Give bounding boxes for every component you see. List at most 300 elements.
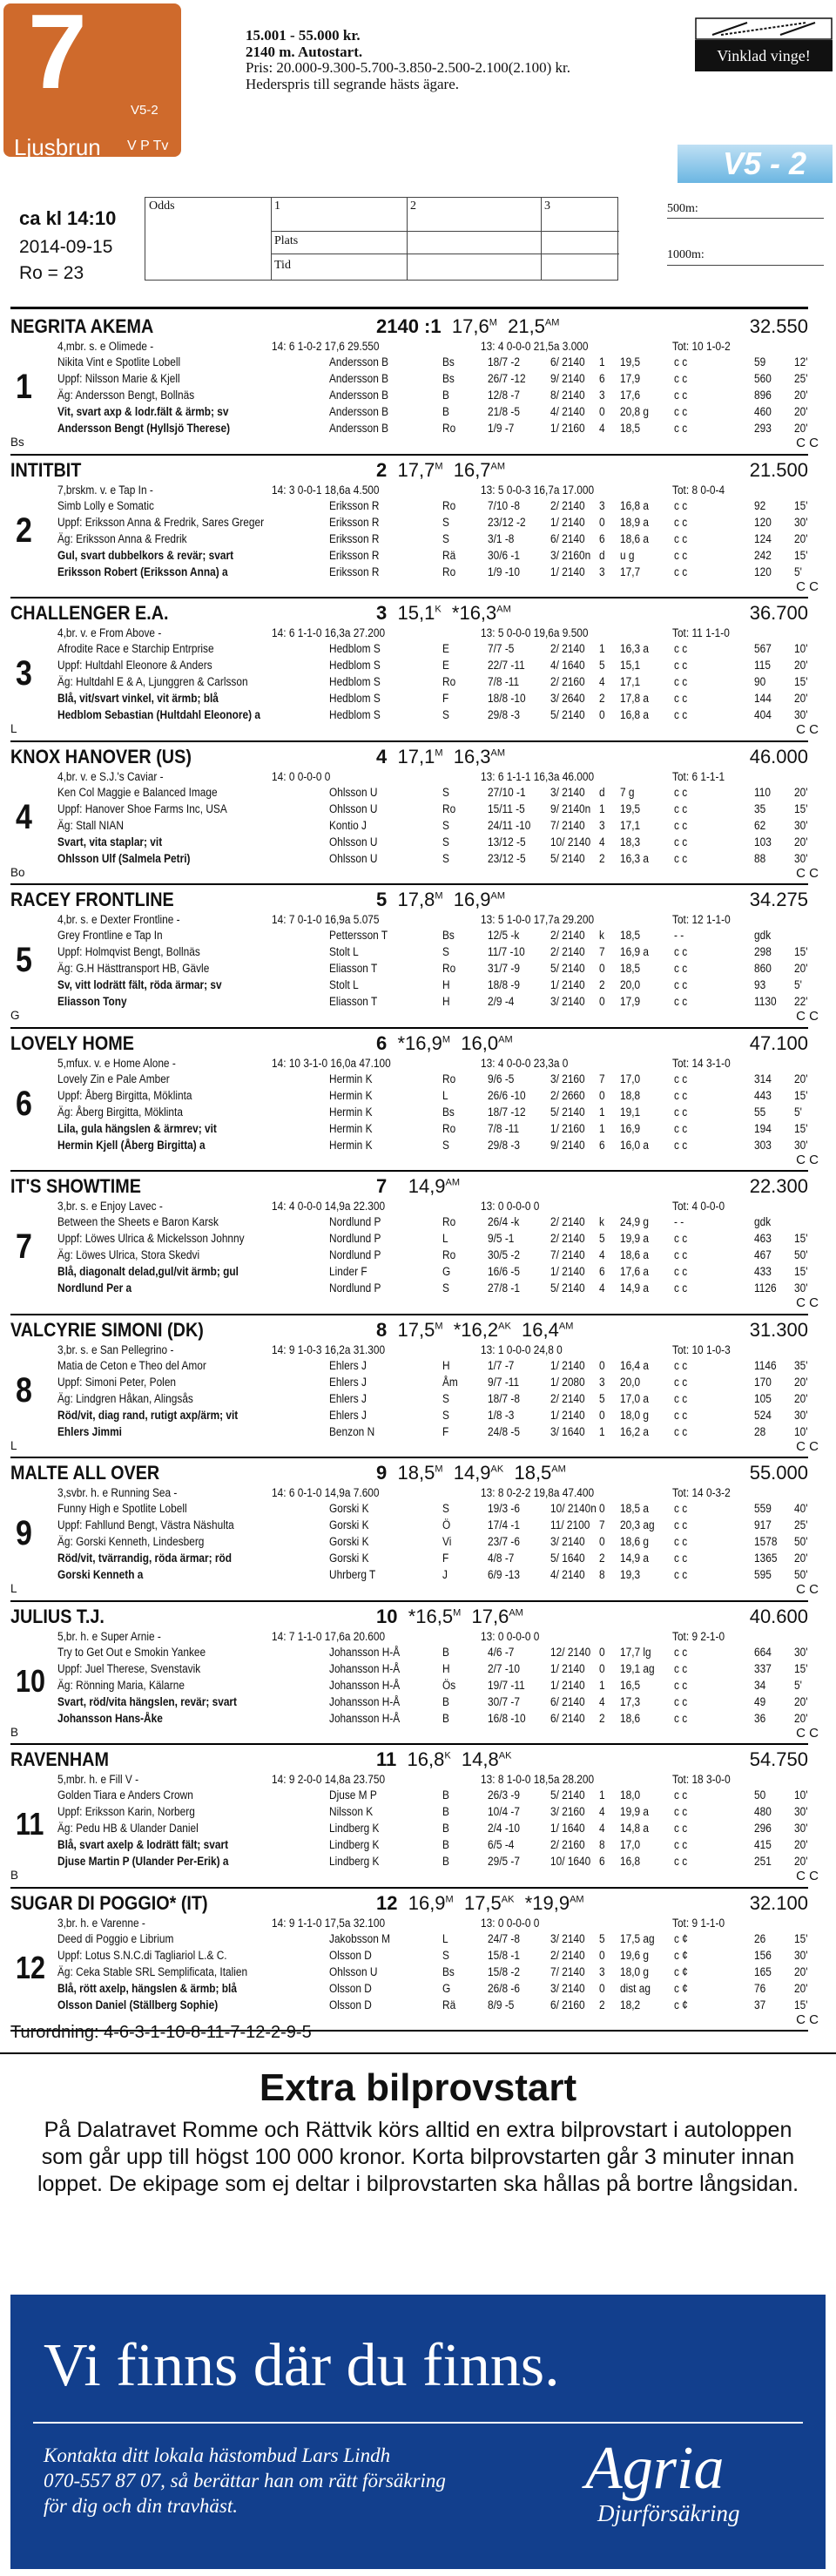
ad-text [44, 2443, 446, 2519]
result-cell: Gorski K [329, 1552, 369, 1565]
result-cell: Ohlsson U [329, 801, 378, 815]
record-sup: AK [490, 1464, 504, 1475]
result-cell: 1365 [754, 1552, 778, 1565]
result-cell: Eliasson Tony [57, 995, 127, 1008]
result-cell: 20' [794, 835, 808, 849]
result-cell: 30' [794, 1805, 808, 1818]
result-cell: 5 [599, 1391, 605, 1405]
result-cell: c c [674, 548, 688, 562]
result-cell: 165 [754, 1964, 772, 1978]
result-cell: Rä [442, 1998, 456, 2011]
result-cell: 3/ 2140 [550, 785, 585, 799]
result-cell: L [442, 1931, 448, 1945]
extra-record: 18,5 [514, 1462, 552, 1484]
result-cell: c c [674, 531, 688, 545]
result-cell: c c [674, 962, 688, 975]
result-cell: c c [674, 692, 688, 705]
result-cell: 251 [754, 1855, 772, 1868]
result-cell: 18,9 a [620, 515, 650, 529]
distance-start: 2140 m. Autostart. [246, 43, 363, 60]
total-stats: Tot: 8 0-0-4 [672, 483, 725, 497]
result-cell: H [442, 978, 450, 991]
result-cell: Vi [442, 1535, 452, 1548]
result-cell: Eriksson R [329, 531, 380, 545]
result-cell: dist ag [620, 1981, 651, 1995]
side-tag: Bs [10, 436, 24, 449]
horse-name: RAVENHAM [10, 1748, 109, 1770]
agria-ad [10, 2295, 826, 2569]
result-cell: 6/ 2140 [550, 1694, 585, 1708]
horse-divider [10, 1887, 808, 1889]
result-cell: Ro [442, 962, 456, 975]
honor-prize: Hederspris till segrande hästs ägare. [246, 75, 459, 92]
result-cell: 18,5 [620, 929, 641, 942]
total-stats: Tot: 10 1-0-3 [672, 1342, 731, 1356]
result-cell: S [442, 945, 449, 958]
result-cell: 337 [754, 1661, 772, 1675]
result-cell: 14,9 a [620, 1552, 650, 1565]
race-number: 7 [28, 0, 87, 111]
result-cell: 50' [794, 1568, 808, 1581]
result-cell: 18/8 -9 [488, 978, 520, 991]
horse-name: LOVELY HOME [10, 1031, 134, 1054]
result-cell: 120 [754, 515, 772, 529]
horse-info: 5,br. h. e Super Arnie - [57, 1629, 161, 1643]
result-cell: 2/ 2140 [550, 1232, 585, 1245]
result-cell: 4/ 2140 [550, 1568, 585, 1581]
extra-sup: AM [570, 1894, 584, 1905]
result-cell: 7/10 -8 [488, 498, 520, 512]
result-cell: 2/7 -10 [488, 1661, 520, 1675]
result-cell: Golden Tiara e Anders Crown [57, 1788, 193, 1802]
odds-sup: M [489, 317, 497, 328]
total-stats: Tot: 14 0-3-2 [672, 1486, 731, 1499]
cc-tag: C C [796, 578, 819, 594]
horse-odds-line [376, 315, 559, 338]
result-cell: 18,8 [620, 1088, 641, 1102]
result-cell: c c [674, 372, 688, 385]
record-sup: AM [490, 747, 506, 759]
result-cell: 2/ 2140 [550, 642, 585, 655]
horse-info: 4,br. v. e From Above - [57, 626, 162, 639]
result-cell: 13/12 -5 [488, 835, 526, 849]
record-time: 17,6 [471, 1605, 509, 1627]
cc-tag: C C [796, 1152, 819, 1167]
result-cell: Hermin K [329, 1072, 373, 1085]
side-tag: Bo [10, 865, 25, 879]
cc-tag: C C [796, 1009, 819, 1024]
result-cell: 1/ 2140 [550, 1265, 585, 1278]
result-cell: 1/ 2140 [550, 1358, 585, 1372]
result-cell: Hermin K [329, 1088, 373, 1102]
result-cell: Gorski K [329, 1535, 369, 1548]
record-time: 16,3 [453, 745, 491, 767]
record-time: 16,9 [453, 889, 491, 910]
horse-info: 5,mfux. v. e Home Alone - [57, 1056, 176, 1070]
odds-time: *16,9 [397, 1031, 442, 1054]
year-stats-13: 13: 5 1-0-0 17,7a 29.200 [481, 913, 595, 926]
odds-box [145, 197, 618, 281]
year-stats-14: 14: 9 1-0-3 16,2a 31.300 [272, 1342, 386, 1356]
result-cell: Uppf: Eriksson Karin, Norberg [57, 1805, 195, 1818]
horse-odds-line [376, 1175, 460, 1198]
result-cell: Eliasson T [329, 995, 378, 1008]
result-cell: 17,6 [620, 389, 641, 402]
result-cell: 115 [754, 659, 771, 672]
result-cell: c c [674, 1248, 688, 1261]
odds-time: 18,5 [397, 1462, 435, 1484]
year-stats-13: 13: 0 0-0-0 0 [481, 1629, 540, 1643]
result-cell: 524 [754, 1408, 772, 1422]
horse-info: 4,mbr. s. e Olimede - [57, 340, 154, 353]
result-cell: 463 [754, 1232, 772, 1245]
odds-sup: M [435, 890, 443, 902]
result-cell: 20' [794, 1694, 808, 1708]
result-cell: 15' [794, 675, 808, 688]
start-number: 5 [16, 941, 32, 979]
result-cell: 0 [599, 1645, 605, 1659]
result-cell: 404 [754, 708, 772, 721]
result-cell: Andersson B [329, 355, 389, 368]
result-cell: B [442, 1788, 449, 1802]
year-stats-13: 13: 5 0-0-3 16,7a 17.000 [481, 483, 595, 497]
result-cell: Hermin Kjell (Åberg Birgitta) a [57, 1138, 206, 1152]
result-cell: c c [674, 835, 688, 849]
odds-time: 17,6 [451, 315, 489, 337]
result-cell: Johansson H-Å [329, 1694, 401, 1708]
result-cell: 896 [754, 389, 772, 402]
result-cell: 433 [754, 1265, 772, 1278]
total-stats: Tot: 18 3-0-0 [672, 1773, 731, 1786]
result-cell: Ö [442, 1518, 451, 1531]
result-cell: c ¢ [674, 1964, 688, 1978]
odds-sup: M [442, 1034, 451, 1045]
result-cell: Uppf: Nilsson Marie & Kjell [57, 372, 180, 385]
result-cell: 30' [794, 708, 808, 721]
horse-divider [10, 1027, 808, 1029]
result-cell: c c [674, 1822, 688, 1835]
odds-label: 2 [376, 458, 388, 481]
result-cell: 2 [599, 1711, 605, 1725]
result-cell: Uppf: Juel Therese, Svenstavik [57, 1661, 201, 1675]
result-cell: 1/7 -7 [488, 1358, 515, 1372]
result-cell: 5 [599, 1232, 605, 1245]
result-cell: Johansson H-Å [329, 1645, 401, 1659]
result-cell: Uppf: Löwes Ulrica & Mickelsson Johnny [57, 1232, 245, 1245]
horse-entry [10, 315, 819, 459]
result-cell: 5/ 1640 [550, 1552, 585, 1565]
result-cell: c c [674, 675, 688, 688]
result-cell: 6/5 -4 [488, 1838, 515, 1851]
result-cell: 19,3 [620, 1568, 641, 1581]
result-cell: 25' [794, 372, 808, 385]
result-cell: 8 [599, 1838, 605, 1851]
result-cell: 17/4 -1 [488, 1518, 520, 1531]
result-cell: F [442, 1552, 449, 1565]
odds-label: Odds [149, 199, 175, 213]
extra-title: Extra bilprovstart [259, 2066, 577, 2109]
result-cell: 17,7 lg [620, 1645, 651, 1659]
result-cell: c c [674, 355, 688, 368]
result-cell: 1/ 2160 [550, 422, 585, 435]
start-number: 1 [16, 368, 32, 406]
result-cell: k [599, 1215, 604, 1228]
result-cell: 415 [754, 1838, 772, 1851]
result-cell: 15' [794, 1998, 808, 2011]
result-cell: 9/6 -5 [488, 1072, 515, 1085]
result-cell: 17,7 [620, 565, 641, 578]
result-cell: Jakobsson M [329, 1931, 391, 1945]
result-cell: c c [674, 515, 688, 529]
result-cell: B [442, 1822, 449, 1835]
result-cell: 16,9 [620, 1121, 641, 1135]
result-cell: 20' [794, 531, 808, 545]
result-cell: 18/7 -2 [488, 355, 520, 368]
result-cell: Nordlund Per a [57, 1281, 132, 1295]
result-cell: Sv, vitt lodrätt fält, röda ärmar; sv [57, 978, 222, 991]
result-cell: 4 [599, 1694, 605, 1708]
record-sup: AK [498, 1750, 512, 1761]
result-cell: 16,9 a [620, 945, 650, 958]
record-sup: AK [498, 1321, 511, 1332]
result-cell: 49 [754, 1694, 766, 1708]
result-cell: Linder F [329, 1265, 367, 1278]
result-cell: Nikita Vint e Spotlite Lobell [57, 355, 181, 368]
result-cell: 16,8 a [620, 498, 650, 512]
result-cell: Ro [442, 675, 456, 688]
result-cell: Ro [442, 1121, 456, 1135]
record-sup: AM [445, 1177, 461, 1188]
result-cell: 3/ 2160 [550, 1072, 585, 1085]
result-cell: 0 [599, 1661, 605, 1675]
result-cell: 16,3 a [620, 851, 650, 865]
result-cell: Blå, diagonalt delad,gul/vit ärmb; gul [57, 1265, 239, 1278]
result-cell: 16,2 a [620, 1424, 650, 1438]
result-cell: S [442, 1502, 449, 1515]
result-cell: gdk [754, 1215, 772, 1228]
record-sup: AK [501, 1894, 515, 1905]
result-cell: c c [674, 422, 688, 435]
result-cell: 3/ 2640 [550, 692, 585, 705]
result-cell: 16/6 -5 [488, 1265, 520, 1278]
result-cell: 7/ 2140 [550, 818, 585, 832]
result-cell: 1 [599, 1678, 605, 1692]
result-cell: 1/ 2140 [550, 1408, 585, 1422]
result-cell: 35 [754, 801, 766, 815]
result-cell: 20' [794, 1838, 808, 1851]
result-cell: 15/8 -2 [488, 1964, 520, 1978]
result-cell: S [442, 785, 449, 799]
year-stats-14: 14: 7 0-1-0 16,9a 5.075 [272, 913, 380, 926]
result-cell: 19/7 -11 [488, 1678, 525, 1692]
result-cell: Blå, rött axelp, hängslen & ärmb; blå [57, 1981, 237, 1995]
result-cell: Uppf: Holmqvist Bengt, Bollnäs [57, 945, 200, 958]
result-cell: 560 [754, 372, 772, 385]
record-sup: AM [496, 604, 511, 615]
result-cell: Funny High e Spotlite Lobell [57, 1502, 187, 1515]
result-cell: B [442, 1711, 449, 1725]
result-cell: 20' [794, 1391, 808, 1405]
result-cell: 11/ 2100 [550, 1518, 590, 1531]
result-cell: 10' [794, 1424, 808, 1438]
result-cell: Ohlsson U [329, 851, 378, 865]
result-cell: 18,2 [620, 1998, 641, 2011]
result-cell: c c [674, 801, 688, 815]
result-cell: H [442, 995, 450, 1008]
result-cell: 19,9 a [620, 1805, 650, 1818]
result-cell: Kontio J [329, 818, 367, 832]
result-cell: S [442, 1281, 449, 1295]
horse-divider [10, 597, 808, 598]
cc-tag: C C [796, 1295, 819, 1310]
result-cell: 460 [754, 405, 772, 418]
result-cell: c c [674, 1072, 688, 1085]
horse-name: RACEY FRONTLINE [10, 889, 174, 910]
result-cell: 12/5 -k [488, 929, 520, 942]
result-cell: 3/ 2160n [550, 548, 591, 562]
result-cell: Ehlers J [329, 1358, 367, 1372]
result-cell: Ro [442, 801, 456, 815]
cc-tag: C C [796, 865, 819, 881]
result-cell: 6 [599, 531, 605, 545]
total-stats: Tot: 10 1-0-2 [672, 340, 731, 353]
result-cell: 15' [794, 548, 808, 562]
result-cell: Andersson B [329, 372, 389, 385]
result-cell: 3/1 -8 [488, 531, 515, 545]
ad-divider [33, 2422, 803, 2424]
result-cell: 20' [794, 422, 808, 435]
result-cell: 62 [754, 818, 766, 832]
result-cell: 0 [599, 962, 605, 975]
side-tag: L [10, 1582, 17, 1595]
result-cell: Olsson D [329, 1948, 372, 1962]
vinklad-vinge-box [695, 17, 833, 71]
result-cell: 3 [599, 818, 605, 832]
result-cell: 7 [599, 1072, 605, 1085]
odds-col-1: 1 [274, 199, 280, 213]
odds-label: 6 [376, 1031, 388, 1054]
result-cell: 17,9 [620, 372, 641, 385]
result-cell: 29/8 -3 [488, 1138, 520, 1152]
result-cell: Uppf: Simoni Peter, Polen [57, 1375, 177, 1389]
result-cell: H [442, 1661, 450, 1675]
result-cell: 19,1 [620, 1105, 641, 1119]
result-cell: 1/ 1640 [550, 1822, 585, 1835]
result-cell: Andersson Bengt (Hyllsjö Therese) [57, 422, 231, 435]
result-cell: 242 [754, 548, 772, 562]
result-cell: Gorski K [329, 1518, 369, 1531]
result-cell: Simb Lolly e Somatic [57, 498, 154, 512]
year-stats-14: 14: 9 2-0-0 14,8a 23.750 [272, 1773, 386, 1786]
side-tag: B [10, 1869, 19, 1882]
result-cell: Uppf: Hultdahl Eleonore & Anders [57, 659, 212, 672]
year-stats-13: 13: 5 0-0-0 19,6a 9.500 [481, 626, 589, 639]
result-cell: 16/8 -10 [488, 1711, 526, 1725]
result-cell: 17,3 [620, 1694, 641, 1708]
result-cell: Äg: Pedu HB & Ulander Daniel [57, 1822, 199, 1835]
result-cell: 15' [794, 1088, 808, 1102]
result-cell: E [442, 642, 449, 655]
result-cell: Blå, svart axelp & lodrätt fält; svart [57, 1838, 229, 1851]
result-cell: 23/7 -6 [488, 1535, 520, 1548]
result-cell: 30' [794, 1281, 808, 1295]
result-cell: 26 [754, 1931, 766, 1945]
result-cell: 18,6 a [620, 1248, 650, 1261]
prize-money: 21.500 [749, 458, 808, 481]
result-cell: Djuse Martin P (Ulander Per-Erik) a [57, 1855, 229, 1868]
horse-divider [10, 1457, 808, 1458]
result-cell: 6/ 2140 [550, 531, 585, 545]
v5-tag: V5-2 [131, 103, 158, 118]
result-cell: c c [674, 1645, 688, 1659]
odds-time: 16,8 [407, 1748, 445, 1770]
result-cell: 19,5 [620, 801, 641, 815]
result-cell: 20' [794, 405, 808, 418]
m1000-label: 1000m: [667, 248, 705, 261]
odds-label: 7 [376, 1175, 388, 1197]
result-cell: c ¢ [674, 1948, 688, 1962]
horse-entry [10, 1032, 819, 1176]
result-cell: - - [674, 929, 684, 942]
result-cell: Ehlers Jimmi [57, 1424, 122, 1438]
result-cell: 10/4 -7 [488, 1805, 520, 1818]
result-cell: c c [674, 1391, 688, 1405]
ad-title: Vi finns där du finns. [44, 2332, 560, 2399]
odds-sup: M [435, 747, 443, 759]
result-cell: 2/ 2660 [550, 1088, 585, 1102]
side-tag: L [10, 722, 17, 735]
start-number: 10 [16, 1662, 46, 1699]
result-cell: 8/9 -5 [488, 1998, 515, 2011]
result-cell: c c [674, 1088, 688, 1102]
result-cell: 194 [754, 1121, 772, 1135]
result-cell: 6/ 2140 [550, 355, 585, 368]
horse-entry [10, 1462, 819, 1606]
vptv-tag: V P Tv [127, 139, 169, 153]
result-cell: 2/ 2140 [550, 1948, 585, 1962]
result-cell: 50 [754, 1788, 766, 1802]
result-cell: 30' [794, 1645, 808, 1659]
result-cell: 2/4 -10 [488, 1822, 520, 1835]
result-cell: 5' [794, 1105, 802, 1119]
result-cell: Olsson Daniel (Ställberg Sophie) [57, 1998, 219, 2011]
cc-tag: C C [796, 2011, 819, 2027]
result-cell: 30' [794, 1822, 808, 1835]
total-stats: Tot: 11 1-1-0 [672, 626, 730, 639]
record-time: 17,5 [463, 1891, 502, 1914]
result-cell: 0 [599, 1088, 605, 1102]
record-sup: AM [498, 1034, 513, 1045]
prize-money: 31.300 [749, 1318, 808, 1341]
result-cell: 110 [754, 785, 771, 799]
horse-divider [10, 1170, 808, 1172]
result-cell: 0 [599, 1948, 605, 1962]
result-cell: Johansson Hans-Åke [57, 1711, 163, 1725]
result-cell: Hedblom Sebastian (Hultdahl Eleonore) a [57, 708, 261, 721]
result-cell: Ohlsson U [329, 1964, 378, 1978]
result-cell: Hedblom S [329, 642, 381, 655]
result-cell: 1 [599, 801, 605, 815]
result-cell: 20' [794, 1072, 808, 1085]
result-cell: Stolt L [329, 978, 359, 991]
result-cell: Bs [442, 1964, 455, 1978]
prize-money: 47.100 [749, 1031, 808, 1054]
result-cell: Afrodite Race e Starchip Entrprise [57, 642, 214, 655]
result-cell: 2 [599, 1998, 605, 2011]
start-number: 2 [16, 510, 32, 550]
result-cell: 2 [599, 692, 605, 705]
result-cell: 1 [599, 1121, 605, 1135]
